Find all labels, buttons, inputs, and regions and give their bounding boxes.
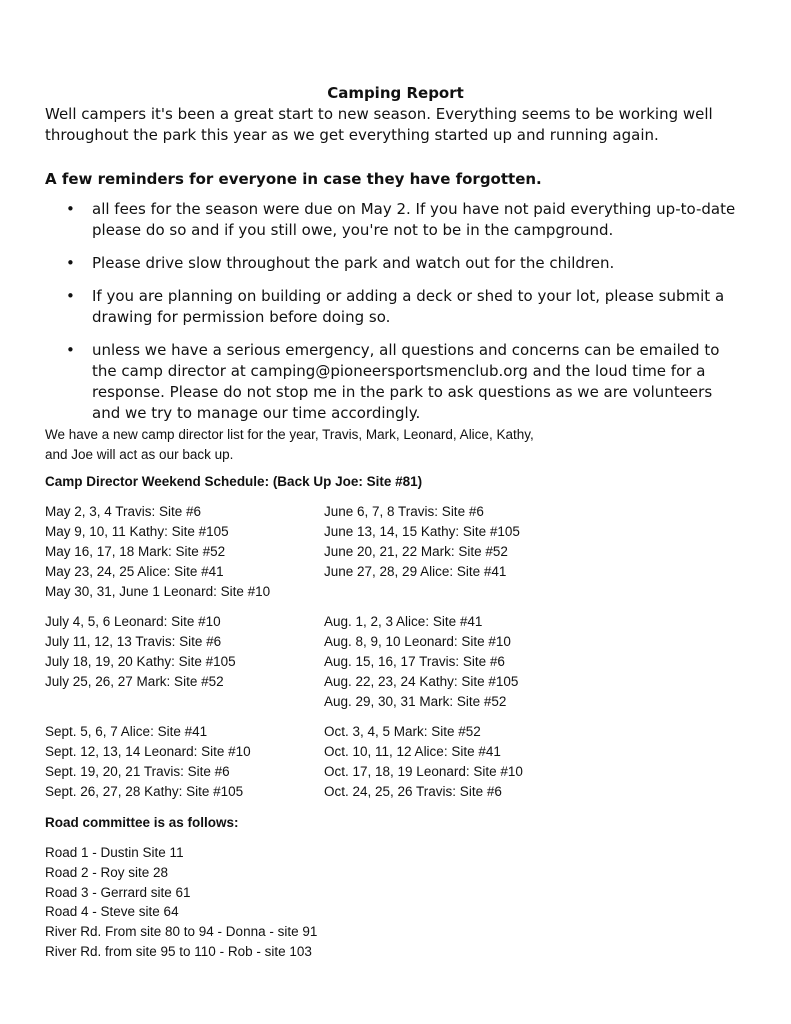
road-entry: Road 2 - Roy site 28 <box>45 864 169 880</box>
schedule-entry: Oct. 24, 25, 26 Travis: Site #6 <box>324 784 502 799</box>
schedule-sept <box>45 722 251 802</box>
road-entry: River Rd. From site 80 to 94 - Donna - site 91 <box>45 924 318 940</box>
schedule-entry: May 9, 10, 11 Kathy: Site #105 <box>45 524 229 539</box>
reminder-item <box>0 286 742 328</box>
reminders-heading: A few reminders for everyone in case they have forgotten. <box>45 170 542 188</box>
schedule-entry: July 4, 5, 6 Leonard: Site #10 <box>45 614 221 629</box>
bullet-icon: • <box>66 341 75 359</box>
schedule-entry: June 6, 7, 8 Travis: Site #6 <box>324 504 484 519</box>
schedule-entry: Oct. 3, 4, 5 Mark: Site #52 <box>324 724 481 739</box>
bullet-icon: • <box>66 254 75 272</box>
schedule-entry: July 11, 12, 13 Travis: Site #6 <box>45 634 222 649</box>
schedule-entry: Aug. 1, 2, 3 Alice: Site #41 <box>324 614 483 629</box>
schedule-entry: June 27, 28, 29 Alice: Site #41 <box>324 564 507 579</box>
schedule-entry: Sept. 5, 6, 7 Alice: Site #41 <box>45 724 208 739</box>
schedule-entry: Oct. 17, 18, 19 Leonard: Site #10 <box>324 764 523 779</box>
bullet-icon: • <box>66 287 75 305</box>
schedule-entry: June 13, 14, 15 Kathy: Site #105 <box>324 524 520 539</box>
road-committee-heading: Road committee is as follows: <box>45 815 239 830</box>
schedule-entry: July 18, 19, 20 Kathy: Site #105 <box>45 654 236 669</box>
schedule-entry: Aug. 8, 9, 10 Leonard: Site #10 <box>324 634 511 649</box>
reminder-item <box>0 199 742 241</box>
schedule-june <box>324 502 520 582</box>
schedule-entry: Sept. 12, 13, 14 Leonard: Site #10 <box>45 744 251 759</box>
road-entry: River Rd. from site 95 to 110 - Rob - site 103 <box>45 943 312 959</box>
schedule-entry: May 23, 24, 25 Alice: Site #41 <box>45 564 224 579</box>
schedule-may <box>45 502 270 602</box>
reminder-item <box>0 340 742 424</box>
page-title: Camping Report <box>327 84 464 102</box>
reminder-text: Please drive slow throughout the park and watch out for the children. <box>92 254 615 272</box>
schedule-entry: Oct. 10, 11, 12 Alice: Site #41 <box>324 744 501 759</box>
schedule-july <box>45 612 236 692</box>
schedule-entry: May 16, 17, 18 Mark: Site #52 <box>45 544 226 559</box>
schedule-aug <box>324 612 518 712</box>
schedule-entry: Aug. 15, 16, 17 Travis: Site #6 <box>324 654 505 669</box>
road-entry: Road 3 - Gerrard site 61 <box>45 884 191 900</box>
schedule-entry: Aug. 22, 23, 24 Kathy: Site #105 <box>324 674 519 689</box>
directors-note: We have a new camp director list for the year, Travis, Mark, Leonard, Alice, Kathy, and Joe will act as our back up. <box>45 427 534 462</box>
road-committee-list <box>45 843 317 962</box>
reminder-text: If you are planning on building or adding a deck or shed to your lot, please submit a drawing for permission before doing so. <box>92 287 725 326</box>
road-entry: Road 4 - Steve site 64 <box>45 904 179 920</box>
reminders-list <box>0 199 791 436</box>
reminder-item <box>0 253 742 274</box>
schedule-entry: June 20, 21, 22 Mark: Site #52 <box>324 544 508 559</box>
intro-paragraph: Well campers it's been a great start to new season. Everything seems to be working well throughout the park this year as we get everything started up and running again. <box>45 105 713 144</box>
schedule-entry: July 25, 26, 27 Mark: Site #52 <box>45 674 224 689</box>
schedule-entry: May 2, 3, 4 Travis: Site #6 <box>45 504 202 519</box>
reminder-text: all fees for the season were due on May 2. If you have not paid everything up-to-date please do so and if you still owe, you're not to be in the campground. <box>92 200 736 239</box>
road-entry: Road 1 - Dustin Site 11 <box>45 845 184 860</box>
schedule-entry: Aug. 29, 30, 31 Mark: Site #52 <box>324 694 507 709</box>
schedule-heading: Camp Director Weekend Schedule: (Back Up Joe: Site #81) <box>45 474 423 489</box>
reminder-text: unless we have a serious emergency, all questions and concerns can be emailed to the camp director at camping@pioneersportsmenclub.org and the loud time for a response. Please do not stop me in the park to ask questions as we are volunteers and we try to manage our time accordingly. <box>92 341 720 422</box>
schedule-entry: Sept. 19, 20, 21 Travis: Site #6 <box>45 764 230 779</box>
schedule-entry: Sept. 26, 27, 28 Kathy: Site #105 <box>45 784 244 799</box>
schedule-entry: May 30, 31, June 1 Leonard: Site #10 <box>45 584 271 599</box>
schedule-oct <box>324 722 523 802</box>
bullet-icon: • <box>66 200 75 218</box>
